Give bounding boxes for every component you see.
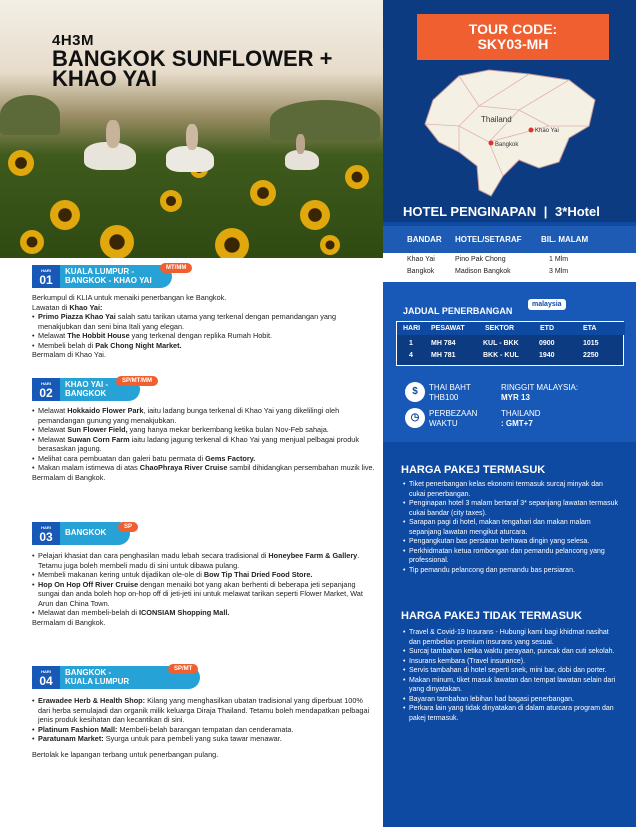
list-item: • Tiket penerbangan kelas ekonomi termasuk surcaj minyak dan cukai penerbangan.: [403, 480, 621, 499]
flight-schedule-header: JADUAL PENERBANGAN: [403, 306, 513, 316]
list-item: • Sarapan pagi di hotel, makan tengahari dan makan malam sepanjang lawatan mengikut aturcara.: [403, 518, 621, 537]
flight-col: ETD: [540, 325, 554, 332]
hotel-cell: Khao Yai: [407, 256, 435, 263]
day-2-title: KHAO YAI - BANGKOK: [60, 378, 140, 401]
map-label-thailand: Thailand: [481, 115, 512, 124]
flight-cell: 1940: [539, 352, 555, 359]
day-4-meal-badge: SP/MT: [168, 664, 198, 674]
excluded-list: [403, 628, 621, 723]
list-item: • Perkara lain yang tidak dinyatakan di dalam aturcara program dan pakej termasuk.: [403, 704, 621, 723]
currency-value: THB100: [429, 393, 459, 402]
day-3-end: Bermalam di Bangkok.: [32, 617, 106, 627]
list-item: • Bayaran tambahan lebihan had bagasi penerbangan.: [403, 695, 621, 705]
timezone-value: : GMT+7: [501, 419, 533, 428]
list-item: • Pelajari khasiat dan cara penghasilan madu lebah secara tradisional di Honeybee Farm & Gallery. Tetamu juga boleh membeli madu di sini untuk dibawa pulang.: [32, 551, 377, 570]
list-item: • Makan minum, tiket masuk lawatan dan tempat lawatan selain dari yang dinyatakan.: [403, 676, 621, 695]
day-1-intro: Berkumpul di KLIA untuk menaiki penerbangan ke Bangkok.: [32, 293, 227, 302]
right-top-panel: [383, 0, 636, 222]
list-item: • Tip pemandu pelancong dan pemandu bas persiaran.: [403, 566, 621, 576]
day-2-body: [32, 406, 377, 482]
list-item: • Erawadee Herb & Health Shop: Kilang yang menghasilkan ubatan tradisional yang diperbuat 100% dari herba semulajadi dan organik milik keluarga Diraja Thailand. Tetamu boleh mendapatkan pelbagai jenis produk kesihatan dan kecantikan di sini.: [32, 696, 377, 725]
list-item: • Melihat cara pembuatan dan galeri batu permata di Gems Factory.: [32, 454, 377, 464]
included-title: HARGA PAKEJ TERMASUK: [401, 464, 546, 476]
hotel-col-bandar: BANDAR: [407, 235, 442, 244]
flight-info-panel: [383, 282, 636, 442]
day-1-intro2: Lawatan di Khao Yai:: [32, 302, 103, 312]
flight-cell: KUL - BKK: [483, 340, 519, 347]
timezone-label-1: PERBEZAAN: [429, 409, 478, 418]
list-item: • Penginapan hotel 3 malam bertaraf 3* sepanjang lawatan termasuk cukai bandar (city taxes).: [403, 499, 621, 518]
day-4-end: Bertolak ke lapangan terbang untuk penerbangan pulang.: [32, 749, 219, 759]
tour-title-block: [52, 32, 362, 89]
tour-title: BANGKOK SUNFLOWER + KHAO YAI: [52, 46, 333, 91]
list-item: • Melawat Hokkaido Flower Park, iaitu ladang bunga terkenal di Khao Yai yang dikelilingi oleh pemandangan gunung yang menakjubkan.: [32, 406, 377, 425]
day-1-body: [32, 293, 377, 360]
flight-cell: 1: [409, 340, 413, 347]
myr-value: MYR 13: [501, 393, 530, 402]
tour-code-box: [417, 14, 609, 60]
day-1-title: KUALA LUMPUR - BANGKOK - KHAO YAI: [60, 265, 172, 288]
package-panel: [383, 442, 636, 827]
day-4-title: BANGKOK - KUALA LUMPUR: [60, 666, 200, 689]
hotel-header-label: HOTEL PENGINAPAN: [403, 204, 537, 219]
map-label-bangkok: Bangkok: [495, 142, 519, 148]
flight-col: SEKTOR: [485, 325, 515, 332]
list-item: • Pengangkutan bas persiaran berhawa dingin yang selesa.: [403, 537, 621, 547]
day-1-meal-badge: MT/MM: [160, 263, 192, 273]
airline-logo: malaysia: [528, 299, 566, 310]
map-label-khao-yai: Khao Yai: [535, 128, 559, 134]
list-item: • Insurans kembara (Travel insurance).: [403, 657, 621, 667]
day-3-title: BANGKOK: [60, 522, 130, 545]
thailand-map: [419, 66, 603, 200]
list-item: • Travel & Covid-19 Insurans - Hubungi kami bagi khidmat nasihat dan pembelian premium insurans yang sesuai.: [403, 628, 621, 647]
list-item: • Melawat The Hobbit House yang terkenal dengan replika Rumah Hobit.: [32, 331, 377, 341]
list-item: • Platinum Fashion Mall: Membeli-belah barangan tempatan dan cenderamata.: [32, 725, 377, 735]
hotel-cell: 1 Mlm: [549, 256, 569, 263]
flight-cell: 4: [409, 352, 413, 359]
timezone-country: THAILAND: [501, 409, 541, 418]
list-item: • Melawat Suwan Corn Farm iaitu ladang jagung terkenal di Khao Yai yang menjual pelbagai produk berasaskan jagung.: [32, 435, 377, 454]
tour-duration: 4H3M: [52, 32, 95, 49]
list-item: • Perkhidmatan ketua rombongan dan pemandu pelancong yang professional.: [403, 547, 621, 566]
list-item: • Membeli makanan kering untuk dijadikan ole-ole di Bow Tip Thai Dried Food Store.: [32, 570, 377, 580]
excluded-title: HARGA PAKEJ TIDAK TERMASUK: [401, 610, 582, 622]
hotel-cell: Bangkok: [407, 268, 435, 275]
timezone-label-2: WAKTU: [429, 419, 458, 428]
list-item: • Makan malam istimewa di atas ChaoPhraya River Cruise sambil dihidangkan persembahan muzik live.: [32, 463, 377, 473]
hotel-cell: Pino Pak Chong: [455, 256, 506, 263]
flight-cell: 1015: [583, 340, 599, 347]
day-4-body: [32, 696, 377, 759]
hotel-table: [383, 226, 636, 282]
tour-code-label: TOUR CODE:: [468, 21, 558, 37]
flight-cell: 0900: [539, 340, 555, 347]
list-item: • Hop On Hop Off River Cruise dengan menaiki bot yang akan berhenti di beberapa jeti sepanjang sungai dan anda boleh hop on-hop off di jeti-jeti ini untuk melawat tarikan seperti Flower Market, Wat Arun dan China Town.: [32, 580, 377, 609]
day-4-number: HARI 04: [32, 666, 60, 689]
currency-label: THAI BAHT: [429, 383, 471, 392]
hotel-table-header: [383, 226, 636, 253]
included-list: [403, 480, 621, 575]
list-item: • Melawat Sun Flower Field, yang hanya mekar berkembang ketika bulan Nov-Feb sahaja.: [32, 425, 377, 435]
day-3-meal-badge: SP: [118, 522, 138, 532]
list-item: • Surcaj tambahan ketika waktu perayaan, puncak dan cuti sekolah.: [403, 647, 621, 657]
day-2-meal-badge: SP/MT/MM: [116, 376, 158, 386]
clock-icon: ◷: [405, 408, 425, 428]
flight-table: [396, 321, 624, 366]
list-item: • Paratunam Market: Syurga untuk para pembeli yang suka tawar menawar.: [32, 734, 377, 744]
flight-col: PESAWAT: [431, 325, 465, 332]
hotel-header: HOTEL PENGINAPAN | 3*Hotel: [403, 204, 600, 219]
day-3-body: [32, 551, 377, 627]
list-item: • Membeli belah di Pak Chong Night Market.: [32, 341, 377, 351]
hotel-cell: Madison Bangkok: [455, 268, 511, 275]
flight-cell: 2250: [583, 352, 599, 359]
currency-icon: $: [405, 382, 425, 402]
hotel-cell: 3 Mlm: [549, 268, 569, 275]
day-2-number: HARI 02: [32, 378, 60, 401]
hotel-col-hotel: HOTEL/SETARAF: [455, 235, 522, 244]
list-item: • Primo Piazza Khao Yai salah satu tarikan utama yang terkenal dengan pemandangan yang menakjubkan dan seni bina Itali yang elegan.: [32, 312, 377, 331]
tour-code-value: SKY03-MH: [477, 36, 549, 52]
day-3-number: HARI 03: [32, 522, 60, 545]
day-1-number: HARI 01: [32, 265, 60, 288]
flight-col: HARI: [403, 325, 421, 332]
day-2-end: Bermalam di Bangkok.: [32, 472, 106, 482]
list-item: • Melawat dan membeli-belah di ICONSIAM Shopping Mall.: [32, 608, 377, 618]
flight-cell: MH 784: [431, 340, 456, 347]
flight-col: ETA: [583, 325, 597, 332]
hotel-col-malam: BIL. MALAM: [541, 235, 589, 244]
day-1-end: Bermalam di Khao Yai.: [32, 350, 106, 359]
hotel-rating: 3*Hotel: [555, 204, 600, 219]
myr-label: RINGGIT MALAYSIA:: [501, 383, 579, 392]
flight-cell: MH 781: [431, 352, 456, 359]
flight-cell: BKK - KUL: [483, 352, 519, 359]
list-item: • Servis tambahan di hotel seperti snek, mini bar, dobi dan porter.: [403, 666, 621, 676]
